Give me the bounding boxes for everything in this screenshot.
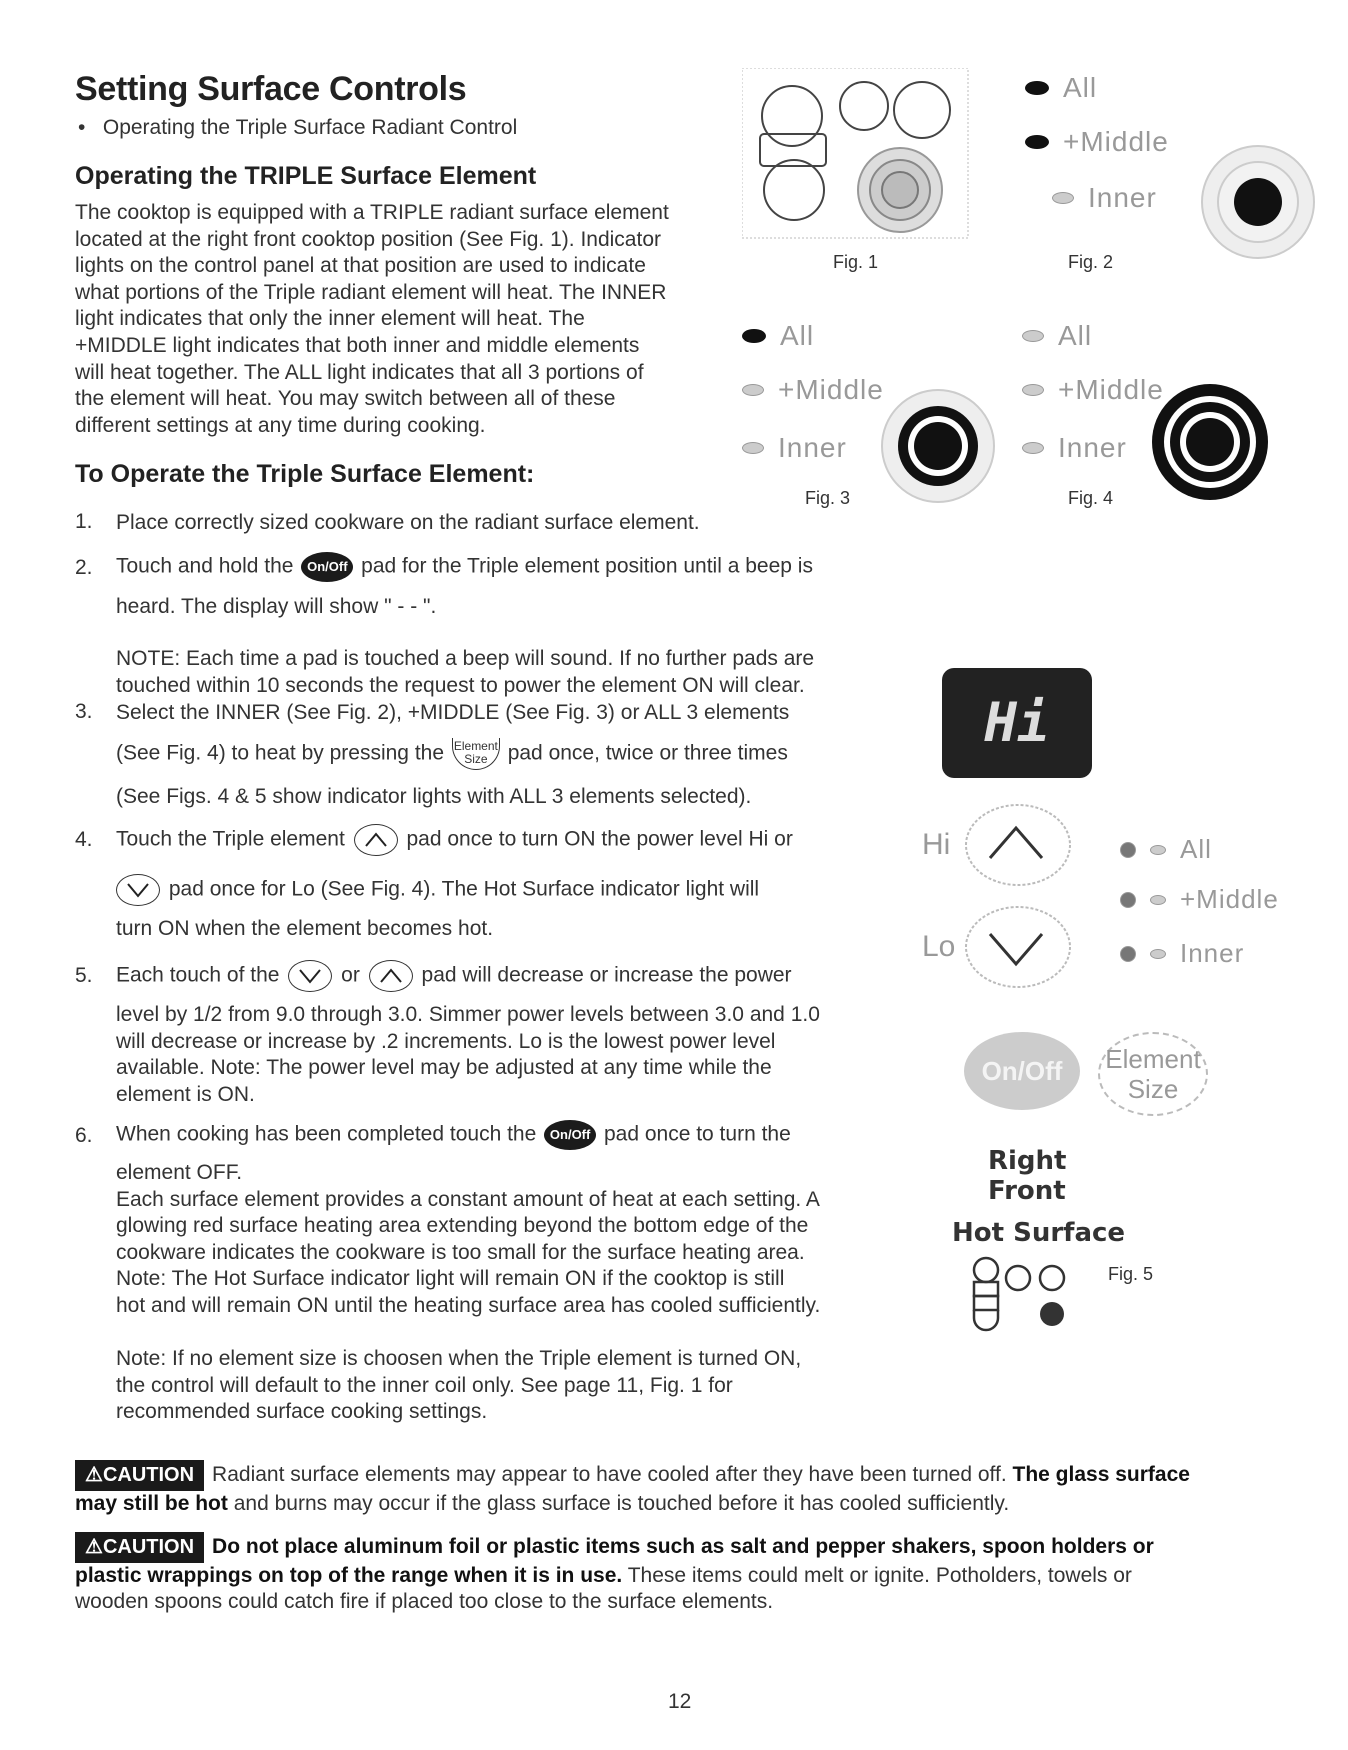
- fig4-element-icon: [1148, 380, 1272, 504]
- caution-block-1: [75, 1460, 1275, 1517]
- fig5-hot-surface-label: Hot Surface: [952, 1218, 1126, 1248]
- fig5-lo-label: Lo: [922, 930, 956, 963]
- display-readout: Hi: [984, 691, 1050, 754]
- fig5-indicator-middle: [1120, 884, 1279, 915]
- light-off-icon: [742, 442, 764, 454]
- fig5-indicator-all: [1120, 834, 1212, 865]
- intro-line: located at the right front cooktop position (See Fig. 1). Indicator: [75, 227, 661, 251]
- bullet-item: • Operating the Triple Surface Radiant Control: [78, 116, 518, 139]
- step-text: Place correctly sized cookware on the radiant surface element.: [116, 511, 700, 534]
- step-number: 4.: [75, 828, 93, 851]
- pad-label: Size: [1127, 1074, 1179, 1104]
- intro-line: The cooktop is equipped with a TRIPLE radiant surface element: [75, 201, 669, 224]
- fig5-display: [942, 668, 1092, 778]
- light-off-icon: [1022, 442, 1044, 454]
- step-text-part: pad once to turn ON the power level Hi or: [406, 827, 793, 851]
- light-on-icon: [742, 329, 766, 343]
- light-off-icon: [1150, 949, 1166, 959]
- step-line: cookware indicates the cookware is too small for the surface heating area.: [116, 1240, 805, 1264]
- note-line: NOTE: Each time a pad is touched a beep will sound. If no further pads are: [116, 647, 815, 670]
- light-off-icon: [1022, 384, 1044, 396]
- caution-bold: plastic wrappings on top of the range when it is in use.: [75, 1563, 623, 1587]
- step-line: glowing red surface heating area extending beyond the bottom edge of the: [116, 1214, 809, 1238]
- indicator-label: All: [780, 320, 815, 351]
- step-text: turn ON when the element becomes hot.: [116, 917, 494, 940]
- light-on-icon: [1120, 946, 1136, 962]
- fig2-indicator-all: [1025, 72, 1097, 104]
- light-on-icon: [1120, 842, 1136, 858]
- fig1-label: Fig. 1: [833, 252, 879, 272]
- step-text-part: pad for the Triple element position until a beep is: [361, 554, 813, 578]
- down-arrow-pad-icon: [116, 874, 160, 906]
- fig2-indicator-inner: [1052, 182, 1157, 214]
- final-note: [116, 1346, 801, 1426]
- fig5-hi-label: Hi: [922, 828, 951, 861]
- step-line: level by 1/2 from 9.0 through 3.0. Simmer power levels between 3.0 and 1.0: [116, 1003, 820, 1026]
- step-number: 1.: [75, 510, 93, 533]
- caution-text: These items could melt or ignite. Potholders, towels or: [627, 1563, 1132, 1587]
- onoff-pad-icon: On/Off: [544, 1120, 596, 1150]
- fig3-indicator-middle: [742, 374, 884, 406]
- step-text: [116, 874, 759, 906]
- fig3-label: Fig. 3: [805, 488, 851, 508]
- step-text: Select the INNER (See Fig. 2), +MIDDLE (See Fig. 3) or ALL 3 elements: [116, 701, 790, 724]
- step-text: [116, 1160, 820, 1320]
- indicator-label: +Middle: [778, 374, 884, 405]
- step-text-part: Each touch of the: [116, 963, 280, 987]
- step-text: [116, 960, 792, 992]
- step-line: Each surface element provides a constant amount of heat at each setting. A: [116, 1187, 820, 1211]
- step-text-part: (See Fig. 4) to heat by pressing the: [116, 741, 445, 765]
- note-line: the control will default to the inner coil only. See page 11, Fig. 1 for: [116, 1373, 733, 1397]
- note-text: [116, 646, 814, 699]
- note-line: Note: If no element size is choosen when the Triple element is turned ON,: [116, 1347, 802, 1370]
- note-line: recommended surface cooking settings.: [116, 1400, 488, 1424]
- fig4-indicator-inner: [1022, 432, 1127, 464]
- indicator-label: +Middle: [1058, 374, 1164, 405]
- indicator-label: Inner: [778, 432, 847, 463]
- step-line: hot and will remain ON until the heating surface area has cooled sufficiently.: [116, 1293, 821, 1317]
- pad-label: Element: [453, 739, 498, 753]
- step-number: 2.: [75, 556, 93, 579]
- label-right: Right: [988, 1146, 1067, 1176]
- step-text-part: pad once to turn the: [603, 1122, 791, 1146]
- section-heading-triple: Operating the TRIPLE Surface Element: [75, 162, 537, 190]
- step-text-part: Touch and hold the: [116, 554, 294, 578]
- up-arrow-pad-icon: [369, 960, 413, 992]
- intro-line: +MIDDLE light indicates that both inner and middle elements: [75, 333, 640, 357]
- caution-bold: may still be hot: [75, 1491, 228, 1515]
- caution-text: Radiant surface elements may appear to have cooled after they have been turned off.: [212, 1462, 1007, 1486]
- light-off-icon: [1022, 330, 1044, 342]
- caution-text: and burns may occur if the glass surface is touched before it has cooled sufficiently.: [233, 1491, 1010, 1515]
- light-off-icon: [742, 384, 764, 396]
- intro-line: what portions of the Triple radiant element will heat. The INNER: [75, 280, 667, 304]
- pad-label: Size: [464, 752, 488, 766]
- onoff-pad-icon: On/Off: [301, 552, 353, 582]
- step-line: will decrease or increase by .2 increments. Lo is the lowest power level: [116, 1029, 776, 1053]
- intro-line: lights on the control panel at that position are used to indicate: [75, 254, 646, 278]
- page-number: 12: [668, 1690, 692, 1713]
- light-off-icon: [1150, 845, 1166, 855]
- step-line: available. Note: The power level may be adjusted at any time while the: [116, 1056, 772, 1080]
- caution-badge-label: CAUTION: [102, 1536, 195, 1558]
- step-text-part: or: [341, 963, 360, 987]
- indicator-label: +Middle: [1180, 884, 1279, 914]
- caution-bold: The glass surface: [1012, 1462, 1190, 1486]
- fig5-hot-surface-lights-icon: [970, 1256, 1090, 1336]
- fig2-label: Fig. 2: [1068, 252, 1114, 272]
- step-text: (See Figs. 4 & 5 show indicator lights with ALL 3 elements selected).: [116, 785, 752, 808]
- intro-line: the element will heat. You may switch between all of these: [75, 387, 616, 411]
- fig3-element-icon: [878, 386, 998, 506]
- light-on-icon: [1025, 135, 1049, 149]
- down-arrow-pad-icon: [288, 960, 332, 992]
- fig5-up-pad-icon: [958, 800, 1078, 890]
- step-number: 3.: [75, 700, 93, 723]
- step-text-part: pad once, twice or three times: [507, 741, 788, 765]
- caution-badge: ⚠CAUTION: [75, 1532, 204, 1563]
- light-on-icon: [1025, 81, 1049, 95]
- intro-line: different settings at any time during cooking.: [75, 413, 486, 437]
- element-size-pad-icon: [452, 738, 500, 770]
- intro-line: will heat together. The ALL light indicates that all 3 portions of: [75, 360, 644, 384]
- indicator-label: All: [1058, 320, 1093, 351]
- fig5-position-label: [988, 1146, 1066, 1206]
- fig1-cooktop-diagram: [742, 68, 972, 243]
- fig2-indicator-middle: [1025, 126, 1169, 158]
- up-arrow-pad-icon: [354, 824, 398, 856]
- step-text: [116, 1120, 791, 1150]
- fig5-indicator-inner: [1120, 938, 1244, 969]
- light-off-icon: [1150, 895, 1166, 905]
- step-text: [116, 552, 813, 582]
- section-heading-operate: To Operate the Triple Surface Element:: [75, 460, 535, 488]
- fig2-element-icon: [1198, 142, 1318, 262]
- caution-bold: Do not place aluminum foil or plastic items such as salt and pepper shakers, spoon holders or: [212, 1534, 1154, 1558]
- fig5-label: Fig. 5: [1108, 1264, 1154, 1284]
- indicator-label: Inner: [1058, 432, 1127, 463]
- fig5-onoff-pad: On/Off: [964, 1032, 1080, 1110]
- fig5-down-pad-icon: [958, 902, 1078, 992]
- step-line: element OFF.: [116, 1161, 243, 1184]
- page-title: Setting Surface Controls: [75, 70, 467, 108]
- caution-block-2: [75, 1532, 1295, 1616]
- fig5-element-size-pad: [1098, 1032, 1208, 1116]
- indicator-label: Inner: [1088, 182, 1157, 213]
- label-front: Front: [988, 1176, 1066, 1206]
- indicator-label: All: [1180, 834, 1212, 864]
- step-line: element is ON.: [116, 1082, 255, 1106]
- note-line: touched within 10 seconds the request to power the element ON will clear.: [116, 673, 805, 697]
- indicator-label: Inner: [1180, 938, 1245, 968]
- fig4-indicator-middle: [1022, 374, 1164, 406]
- light-off-icon: [1052, 192, 1074, 204]
- step-text: [116, 824, 793, 856]
- step-number: 5.: [75, 964, 93, 987]
- step-text: [116, 738, 788, 770]
- fig4-indicator-all: [1022, 320, 1092, 352]
- step-text: heard. The display will show " - - ".: [116, 595, 437, 618]
- step-number: 6.: [75, 1124, 93, 1147]
- step-text-part: When cooking has been completed touch the: [116, 1122, 537, 1146]
- step-text-part: pad once for Lo (See Fig. 4). The Hot Surface indicator light will: [168, 877, 760, 901]
- fig3-indicator-inner: [742, 432, 847, 464]
- light-on-icon: [1120, 892, 1136, 908]
- step-text-part: pad will decrease or increase the power: [421, 963, 792, 987]
- indicator-label: All: [1063, 72, 1098, 103]
- step-line: Note: The Hot Surface indicator light will remain ON if the cooktop is still: [116, 1267, 785, 1291]
- pad-label: Element: [1105, 1044, 1201, 1074]
- fig3-indicator-all: [742, 320, 814, 352]
- intro-paragraph: [75, 200, 715, 439]
- caution-badge-label: CAUTION: [102, 1464, 195, 1486]
- intro-line: light indicates that only the inner element will heat. The: [75, 307, 585, 331]
- fig4-label: Fig. 4: [1068, 488, 1114, 508]
- bullet-text: Operating the Triple Surface Radiant Control: [102, 116, 518, 139]
- indicator-label: +Middle: [1063, 126, 1169, 157]
- step-text-part: Touch the Triple element: [116, 827, 345, 851]
- caution-text: wooden spoons could catch fire if placed too close to the surface elements.: [75, 1590, 774, 1614]
- caution-badge: ⚠CAUTION: [75, 1460, 204, 1491]
- step-text: [116, 1002, 820, 1108]
